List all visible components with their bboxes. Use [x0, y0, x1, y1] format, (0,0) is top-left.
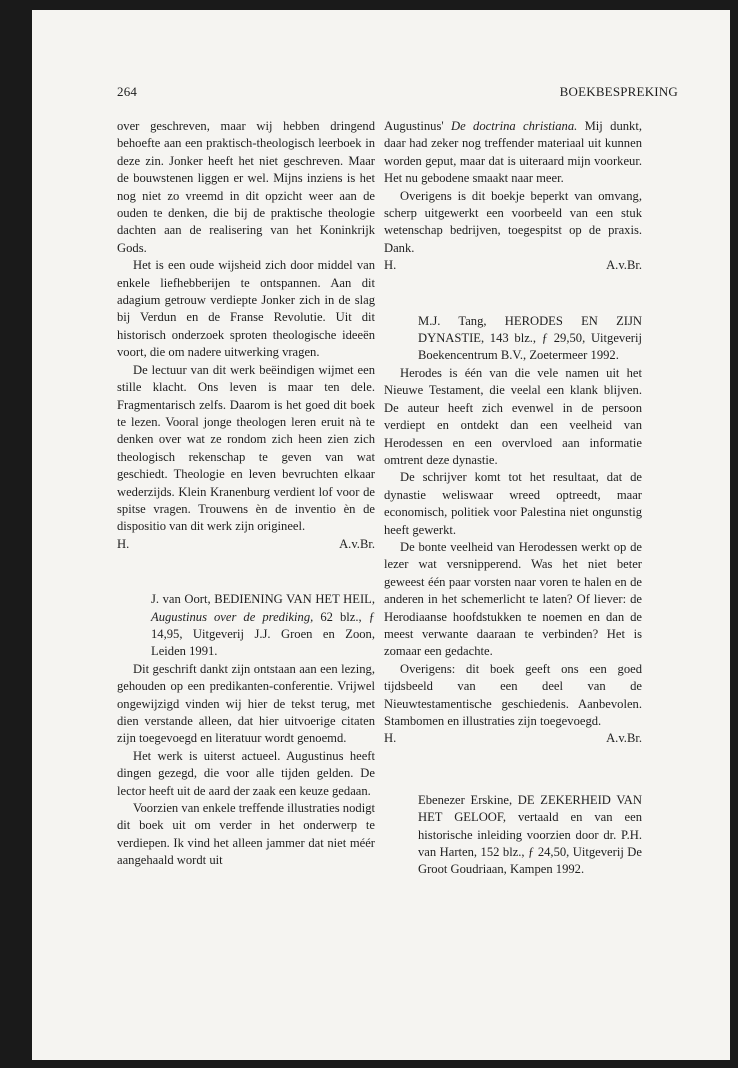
paragraph: over geschreven, maar wij hebben dringend behoefte aan een praktisch-theologisch leerboek in deze zin. Jonker heeft het niet geschreven. Maar de bouwstenen liggen er wel. Mijns inziens is het nog niet zo vreemd in dit opzicht weer aan de ouden te denken, die bij de praktische theologie dachten aan de realisering van het Koninkrijk Gods.	[117, 119, 375, 255]
book-citation	[151, 591, 375, 661]
left-column	[117, 118, 375, 870]
signature-reviewer: A.v.Br.	[606, 731, 642, 746]
paragraph: De bonte veelheid van Herodessen werkt op de lezer wat versnipperend. Was het niet beter geweest één paar vorsten naar voren te halen en de anderen in het schemerlicht te laten? Of liever: de Herodiaanse hoofdstukken te noemen en dan de meest verwante daaraan te verbinden? Het is zomaar een gedachte.	[384, 539, 642, 659]
scan-edge	[730, 0, 738, 1068]
paragraph: Overigens: dit boek geeft ons een goed tijdsbeeld van een deel van de Nieuwtestamentische geschiedenis. Aanbevolen. Stambomen en illustraties zijn toegevoegd.	[384, 661, 642, 728]
section-title: BOEKBESPREKING	[559, 84, 678, 99]
signature-initial: H.	[384, 731, 397, 746]
book-details: 62 blz., ƒ 14,95, Uitgeverij J.J. Groen en Zoon, Leiden 1991.	[151, 609, 375, 659]
review-signature	[384, 730, 642, 747]
paragraph	[384, 118, 642, 188]
book-subtitle: Augustinus over de prediking,	[151, 609, 314, 624]
review-signature	[384, 257, 642, 274]
signature-initial: H.	[384, 258, 397, 273]
book-entry-erskine	[384, 792, 642, 879]
signature-reviewer: A.v.Br.	[606, 258, 642, 273]
text-run: Mij dunkt, daar had zeker nog treffender materiaal uit kunnen worden geput, maar dat is uiteraard mijn voorkeur. Het nu gebodene smaakt naar meer.	[384, 119, 642, 186]
book-entry-tang	[384, 313, 642, 365]
signature-reviewer: A.v.Br.	[339, 536, 375, 551]
paragraph: Het werk is uiterst actueel. Augustinus heeft dingen gezegd, die voor alle tijden gelden. De lector heeft uit de aard der zaak een keuze gedaan.	[117, 748, 375, 798]
paragraph: De schrijver komt tot het resultaat, dat de dynastie weliswaar wreed optreedt, maar economisch, politiek voor Palestina niet ongunstig heeft gewerkt.	[384, 470, 642, 537]
book-entry-van-oort	[117, 591, 375, 661]
paragraph: Het is een oude wijsheid zich door middel van enkele liefhebberijen te ontspannen. Aan dit adagium getrouw verdiepte Jonker zich in de slag bij Verdun en de Franse Revolutie. Uit dit historisch onderzoek sproten theologische ideeën voort, die om nadere uitwerking vragen.	[117, 258, 375, 360]
paragraph: Dit geschrift dankt zijn ontstaan aan een lezing, gehouden op een predikanten-conferentie. Vrijwel ongewijzigd vinden wij hier de tekst terug, met dien verstande alleen, dat hier uitvoerige citaten zijn toegevoegd en literatuur wordt genoemd.	[117, 661, 375, 746]
review-signature	[117, 536, 375, 553]
book-citation: Ebenezer Erskine, DE ZEKERHEID VAN HET GELOOF, vertaald en van een historische inleiding voorzien door dr. P.H. van Harten, 152 blz., ƒ 24,50, Uitgeverij De Groot Goudriaan, Kampen 1992.	[418, 792, 642, 877]
text-run: Augustinus'	[384, 119, 444, 133]
signature-initial: H.	[117, 536, 130, 551]
book-author-title: J. van Oort, BEDIENING VAN HET HEIL,	[151, 592, 375, 607]
paragraph: De lectuur van dit werk beëindigen wijmet een stille klacht. Ons leven is maar ten dele. Fragmentarisch zelfs. Daarom is het goed dit boek te lezen. Vooral jonge theologen leren eruit nà te denken over wat ze rondom zich heen zien zich theologisch rekenschap te geven van wat geschiedt. Theologie en leven bevruchten elkaar wederzijds. Klein Kranenburg verdient lof voor de spitse vragen. Trouwens èn de inventio èn de dispositio van dit werk zijn origineel.	[117, 362, 375, 534]
right-column	[384, 118, 642, 879]
paragraph: Voorzien van enkele treffende illustraties nodigt dit boek uit om verder in het onderwerp te verdiepen. Ik vind het alleen jammer dat niet méér aangehaald wordt uit	[117, 801, 375, 868]
paragraph: Herodes is één van die vele namen uit het Nieuwe Testament, die veelal een klank blijven. De auteur heeft zich evenwel in de persoon verdiept en ontdekt dan een veelheid van Herodessen en een overvloed aan informatie omtrent deze dynastie.	[384, 365, 642, 467]
page-number: 264	[117, 84, 138, 99]
book-citation: M.J. Tang, HERODES EN ZIJN DYNASTIE, 143 blz., ƒ 29,50, Uitgeverij Boekencentrum B.V., Zoetermeer 1992.	[418, 313, 642, 363]
paragraph: Overigens is dit boekje beperkt van omvang, scherp uitgewerkt een voorbeeld van een stuk wetenschap bedrijven, toegespitst op de praxis. Dank.	[384, 188, 642, 255]
work-title: De doctrina christiana.	[451, 119, 578, 133]
